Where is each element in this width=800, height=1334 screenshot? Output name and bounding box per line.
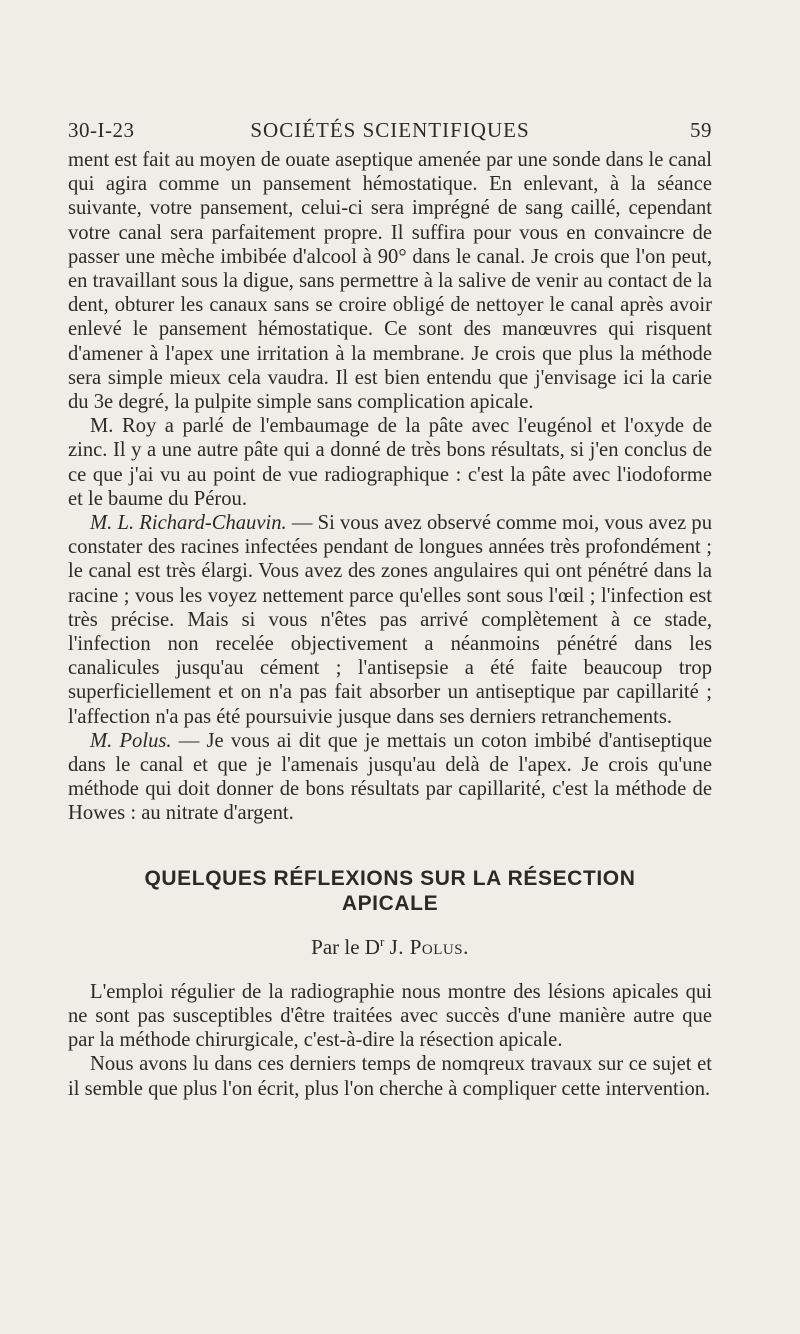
paragraph-polus <box>68 729 712 826</box>
speaker-remark: — Je vous ai dit que je mettais un coton imbibé d'antiseptique dans le canal et que je l'amenais jusqu'au delà de l'apex. Je crois qu'une méthode qui doit donner de bons résultats par capillarité, c'est la méthode de Howes : au nitrate d'argent. <box>68 729 713 825</box>
speaker-name: M. Polus. <box>90 729 172 752</box>
speaker-name: M. L. Richard-Chauvin. <box>90 512 287 535</box>
byline-superscript: r <box>379 933 385 949</box>
article-title-line-1: QUELQUES RÉFLEXIONS SUR LA RÉSECTION <box>144 866 636 890</box>
paragraph-continuation: ment est fait au moyen de ouate aseptique amenée par une sonde dans le canal qui agira comme un pansement hémostatique. En enlevant, à la séance suivante, votre pansement, celui-ci sera imprégné de sang caillé, cependant votre canal sera parfaitement propre. Il suffira pour vous en convaincre de passer une mèche imbibée d'alcool à 90° dans le canal. Je crois que l'on peut, en travaillant sous la digue, sans permettre à la salive de venir au contact de la dent, obturer les canaux sans se croire obligé de nettoyer le canal après avoir enlevé le pansement hémostatique. Ce sont des manœuvres qui risquent d'amener à l'apex une irritation à la membrane. Je crois que plus la méthode sera simple mieux cela vaudra. Il est bien entendu que j'envisage ici la carie du 3e degré, la pulpite simple sans complication apicale. <box>68 149 712 414</box>
byline-author: J. Polus. <box>389 934 469 959</box>
article-byline <box>68 934 712 960</box>
article-title <box>68 866 712 916</box>
paragraph-richard-chauvin <box>68 511 712 729</box>
section-title: SOCIÉTÉS SCIENTIFIQUES <box>250 118 530 142</box>
article-body <box>68 980 712 1101</box>
article-paragraph: Nous avons lu dans ces derniers temps de nomqreux travaux sur ce sujet et il semble que plus l'on écrit, plus l'on cherche à compliquer cette intervention. <box>68 1053 712 1100</box>
byline-prefix: Par le D <box>311 934 380 959</box>
article-title-line-2: APICALE <box>341 891 439 915</box>
speaker-remark: — Si vous avez observé comme moi, vous avez pu constater des racines infectées pendant de longues années très profondément ; le canal est très élargi. Vous avez des zones angulaires qui ont pénétré dans la racine ; vous les voyez nettement parce qu'elles sont sous l'œil ; l'infection est très précise. Mais si vous n'êtes pas arrivé complètement à ce stade, l'infection non recelée objectivement a néanmoins pénétré dans les canalicules jusqu'au cément ; l'antisepsie a été faite beaucoup trop superficiellement et on n'a pas fait absorber un antiseptique par capillarité ; l'affection n'a pas été poursuivie jusque dans ses derniers retranchements. <box>68 512 713 728</box>
page-number: 59 <box>690 118 712 142</box>
running-head <box>68 112 712 148</box>
paragraph-roy: M. Roy a parlé de l'embaumage de la pâte avec l'eugénol et l'oxyde de zinc. Il y a une autre pâte qui a donné de très bons résultats, si j'en conclus de ce que j'ai vu au point de vue radiographique : c'est la pâte avec l'iodoforme et le baume du Pérou. <box>68 415 712 510</box>
issue-date: 30-I-23 <box>68 118 135 142</box>
article-paragraph: L'emploi régulier de la radiographie nous montre des lésions apicales qui ne sont pas susceptibles d'être traitées avec succès d'une manière autre que par la méthode chirurgicale, c'est-à-dire la résection apicale. <box>68 980 712 1052</box>
discussion-text <box>68 148 712 826</box>
